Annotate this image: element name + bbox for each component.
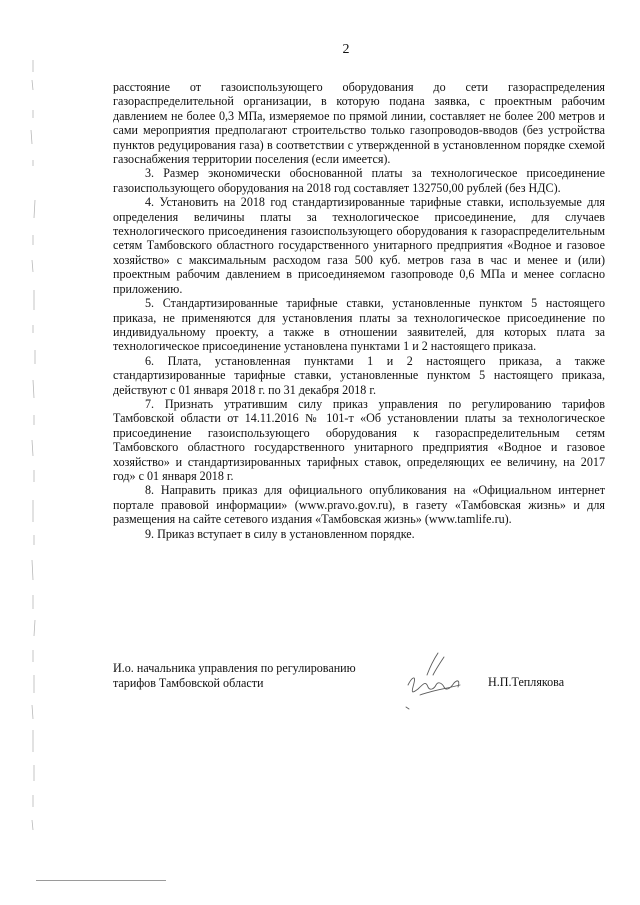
paragraph-7: 7. Признать утратившим силу приказ управления по регулированию тарифов Тамбовской области от 14.11.2016 № 101-т «Об установлении платы за технологическое присоединение газоиспользующего оборудования к газораспределительным сетям Тамбовского областного государственного унитарного предприятия «Водное и газовое хозяйство» и стандартизированных тарифных ставок, определяющих ее величину, на 2017 год» с 01 января 2018 г. (113, 396, 605, 483)
paragraph-6: 6. Плата, установленная пунктами 1 и 2 настоящего приказа, а также стандартизированные тарифные ставки, установленные пунктом 5 настоящего приказа, действуют с 01 января 2018 г. по 31 декабря 2018 г. (113, 353, 605, 397)
handwritten-signature (400, 645, 480, 715)
paragraph-9: 9. Приказ вступает в силу в установленном порядке. (145, 526, 415, 541)
signatory-title-line2: тарифов Тамбовской области (113, 676, 264, 690)
paragraph-5: 5. Стандартизированные тарифные ставки, установленные пунктом 5 настоящего приказа, не применяются для установления платы за технологическое присоединение по индивидуальному проекту, а также в отношении заявителей, для которых плата за технологическое присоединение установлена пунктами 1 и 2 настоящего приказа. (113, 296, 605, 354)
paragraph-3: 3. Размер экономически обоснованной платы за технологическое присоединение газоиспользующего оборудования на 2018 год составляет 132750,00 рублей (без НДС). (113, 166, 605, 195)
signatory-title-line1: И.о. начальника управления по регулированию (113, 661, 356, 675)
document-body (113, 80, 605, 541)
signatory-name: Н.П.Теплякова (488, 675, 565, 689)
signatory-title (113, 661, 413, 691)
paragraph-4: 4. Установить на 2018 год стандартизированные тарифные ставки, используемые для определения величины платы за технологическое присоединение, для случаев технологического присоединения газоиспользующего оборудования к газораспределительным сетям Тамбовского областного государственного унитарного предприятия «Водное и газовое хозяйство» с максимальным расходом газа 500 куб. метров газа в час и менее и (или) проектным рабочим давлением в присоединяемом газопроводе 0,6 МПа и менее согласно приложению. (113, 195, 605, 296)
margin-scan-marks (13, 20, 39, 850)
footer-divider (36, 880, 166, 881)
page-number: 2 (342, 42, 350, 57)
paragraph-continuation: расстояние от газоиспользующего оборудования до сети газораспределения газораспределительной организации, в которую подана заявка, с проектным рабочим давлением не более 0,3 МПа, измеряемое по прямой линии, составляет не более 200 метров и сами мероприятия предполагают строительство только газопроводов-вводов (без устройства пунктов редуцирования газа) в соответствии с утвержденной в установленном порядке схемой газоснабжения территории поселения (если имеется). (113, 80, 605, 167)
paragraph-8: 8. Направить приказ для официального опубликования на «Официальном интернет портале правовой информации» (www.pravo.gov.ru), в газету «Тамбовская жизнь» и для размещения на сайте сетевого издания «Тамбовская жизнь» (www.tamlife.ru). (113, 483, 605, 527)
